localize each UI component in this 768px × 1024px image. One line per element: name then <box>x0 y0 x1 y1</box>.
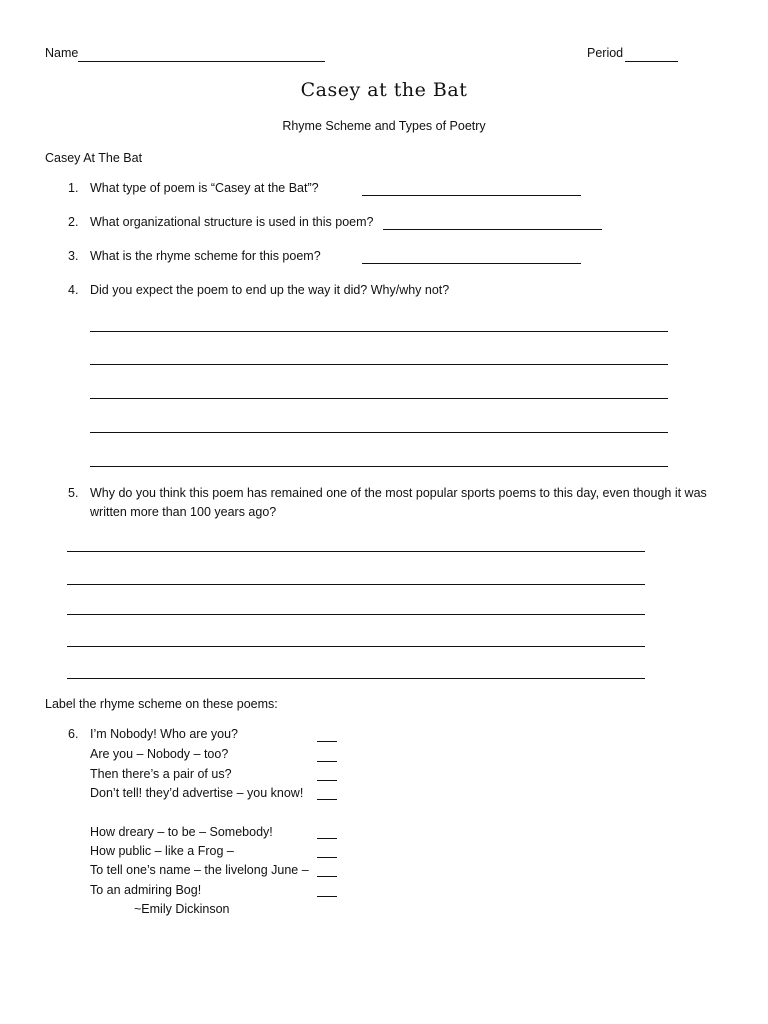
question-1-text: What type of poem is “Casey at the Bat”? <box>90 181 319 195</box>
answer-line-1[interactable] <box>362 195 581 196</box>
poem-line: How dreary – to be – Somebody! <box>90 825 273 839</box>
question-number: 3. <box>68 249 79 263</box>
section-heading-rhyme: Label the rhyme scheme on these poems: <box>45 697 278 711</box>
question-3-text: What is the rhyme scheme for this poem? <box>90 249 321 263</box>
answer-line-4a[interactable] <box>90 331 668 332</box>
question-5-text-cont: written more than 100 years ago? <box>90 505 277 519</box>
question-2-text: What organizational structure is used in this poem? <box>90 215 374 229</box>
question-number: 6. <box>68 727 79 741</box>
question-number: 4. <box>68 283 79 297</box>
rhyme-blank[interactable] <box>317 799 337 800</box>
answer-line-5a[interactable] <box>67 551 645 552</box>
rhyme-blank[interactable] <box>317 838 337 839</box>
rhyme-blank[interactable] <box>317 857 337 858</box>
rhyme-blank[interactable] <box>317 876 337 877</box>
answer-line-5d[interactable] <box>67 646 645 647</box>
poem-line: Are you – Nobody – too? <box>90 747 229 761</box>
question-number: 1. <box>68 181 79 195</box>
name-field[interactable] <box>78 61 325 62</box>
answer-line-4e[interactable] <box>90 466 668 467</box>
worksheet-subtitle: Rhyme Scheme and Types of Poetry <box>282 119 486 133</box>
poem-line: How public – like a Frog – <box>90 844 234 858</box>
answer-line-2[interactable] <box>383 229 602 230</box>
period-field[interactable] <box>625 61 678 62</box>
question-5-text: Why do you think this poem has remained one of the most popular sports poems to this day, even though it was <box>90 486 707 500</box>
answer-line-5e[interactable] <box>67 678 645 679</box>
poem-line: Don’t tell! they’d advertise – you know! <box>90 786 304 800</box>
poem-line: To tell one’s name – the livelong June – <box>90 863 309 877</box>
question-4-text: Did you expect the poem to end up the way it did? Why/why not? <box>90 283 450 297</box>
period-label: Period <box>587 46 624 60</box>
answer-line-4b[interactable] <box>90 364 668 365</box>
poem-line: To an admiring Bog! <box>90 883 202 897</box>
answer-line-4c[interactable] <box>90 398 668 399</box>
worksheet-title: Casey at the Bat <box>300 79 468 101</box>
rhyme-blank[interactable] <box>317 780 337 781</box>
rhyme-blank[interactable] <box>317 761 337 762</box>
poem-author: ~Emily Dickinson <box>134 902 230 916</box>
answer-line-3[interactable] <box>362 263 581 264</box>
question-number: 2. <box>68 215 79 229</box>
section-heading-casey: Casey At The Bat <box>45 151 143 165</box>
rhyme-blank[interactable] <box>317 741 337 742</box>
question-number: 5. <box>68 486 79 500</box>
poem-line: Then there’s a pair of us? <box>90 767 232 781</box>
name-label: Name <box>45 46 79 60</box>
answer-line-5b[interactable] <box>67 584 645 585</box>
answer-line-5c[interactable] <box>67 614 645 615</box>
rhyme-blank[interactable] <box>317 896 337 897</box>
answer-line-4d[interactable] <box>90 432 668 433</box>
poem-line: I’m Nobody! Who are you? <box>90 727 238 741</box>
